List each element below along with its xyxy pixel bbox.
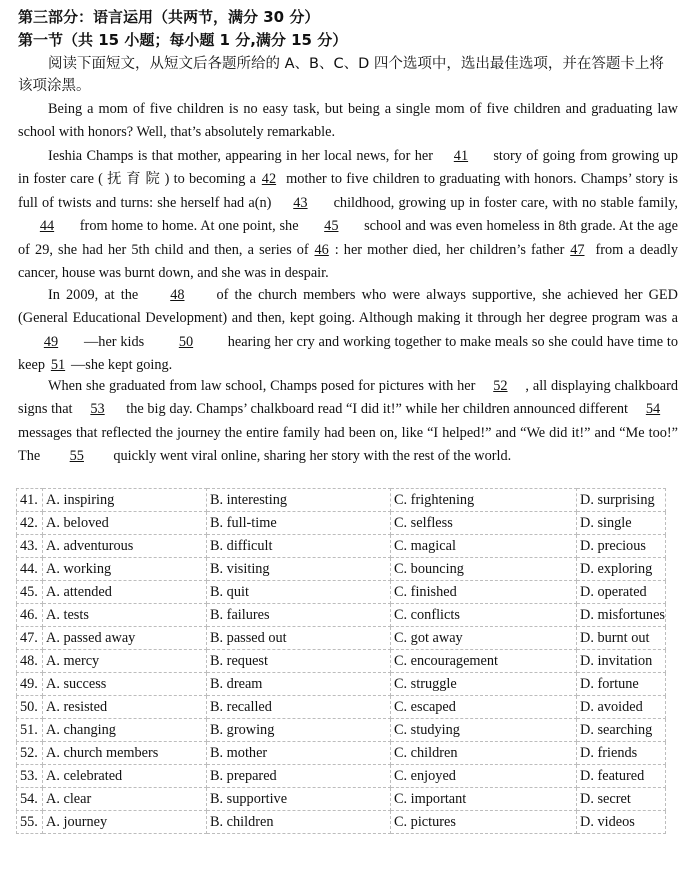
- option-d[interactable]: D. surprising: [577, 489, 666, 512]
- option-row: [17, 558, 666, 581]
- option-row: [17, 742, 666, 765]
- passage-text-segment: of the church members who were always supportive, she achieved her GED (General Educational Development) and then, kept going. Although making it through her degree program was a: [18, 287, 678, 327]
- option-d[interactable]: D. precious: [577, 535, 666, 558]
- option-d[interactable]: D. avoided: [577, 696, 666, 719]
- option-a[interactable]: A. clear: [43, 788, 207, 811]
- option-b[interactable]: B. difficult: [207, 535, 391, 558]
- question-number: 48.: [17, 650, 43, 673]
- answer-blank-42[interactable]: 42: [261, 171, 277, 188]
- question-number: 49.: [17, 673, 43, 696]
- option-row: [17, 811, 666, 834]
- option-c[interactable]: C. pictures: [391, 811, 577, 834]
- passage-text-segment: hearing her cry and working together to make meals so she could have time to keep: [18, 333, 678, 374]
- option-row: [17, 788, 666, 811]
- answer-blank-47[interactable]: 47: [570, 241, 585, 258]
- section-part-heading: 第三部分：语言运用（共两节，满分 30 分）: [18, 8, 320, 26]
- passage-text-segment: from a deadly cancer, house was burnt down, and she was in despair.: [18, 241, 679, 282]
- option-d[interactable]: D. videos: [577, 811, 666, 834]
- passage-text-segment: : her mother died, her children’s father: [334, 241, 565, 258]
- option-d[interactable]: D. searching: [577, 719, 666, 742]
- option-c[interactable]: C. children: [391, 742, 577, 765]
- question-number: 54.: [17, 788, 43, 811]
- answer-blank-50[interactable]: 50: [178, 333, 194, 350]
- option-row: [17, 719, 666, 742]
- answer-blank-43[interactable]: 43: [293, 194, 308, 211]
- option-a[interactable]: A. tests: [43, 604, 207, 627]
- passage-text-segment: , all displaying chalkboard signs that: [18, 378, 678, 418]
- option-b[interactable]: B. recalled: [207, 696, 391, 719]
- option-d[interactable]: D. single: [577, 512, 666, 535]
- option-c[interactable]: C. struggle: [391, 673, 577, 696]
- passage-text-segment: messages that reflected the journey the entire family had been on, like “I helped!” and “We did it!” and “Me too!” The: [18, 424, 678, 465]
- option-a[interactable]: A. journey: [43, 811, 207, 834]
- passage-text-segment: quickly went viral online, sharing her story with the rest of the world.: [109, 448, 512, 465]
- option-c[interactable]: C. escaped: [391, 696, 577, 719]
- question-number: 41.: [17, 489, 43, 512]
- question-number: 46.: [17, 604, 43, 627]
- passage-text-segment: story of going from growing up in foster care ( 抚 育 院 ) to becoming a: [18, 148, 678, 188]
- option-d[interactable]: D. misfortunes: [577, 604, 666, 627]
- answer-blank-41[interactable]: 41: [453, 148, 469, 164]
- passage-text-segment: In 2009, at the: [48, 287, 145, 303]
- option-a[interactable]: A. success: [43, 673, 207, 696]
- option-row: [17, 512, 666, 535]
- option-d[interactable]: D. friends: [577, 742, 666, 765]
- answer-blank-51[interactable]: 51: [50, 357, 66, 374]
- option-d[interactable]: D. burnt out: [577, 627, 666, 650]
- option-row: [17, 673, 666, 696]
- option-c[interactable]: C. studying: [391, 719, 577, 742]
- option-a[interactable]: A. beloved: [43, 512, 207, 535]
- question-number: 47.: [17, 627, 43, 650]
- answer-blank-54[interactable]: 54: [645, 401, 661, 418]
- option-a[interactable]: A. working: [43, 558, 207, 581]
- option-c[interactable]: C. selfless: [391, 512, 577, 535]
- question-number: 51.: [17, 719, 43, 742]
- option-c[interactable]: C. encouragement: [391, 650, 577, 673]
- passage-text-segment: childhood, growing up in foster care, with no stable family,: [329, 194, 678, 211]
- question-number: 44.: [17, 558, 43, 581]
- options-table: [16, 488, 666, 834]
- option-a[interactable]: A. mercy: [43, 650, 207, 673]
- option-a[interactable]: A. church members: [43, 742, 207, 765]
- answer-blank-53[interactable]: 53: [90, 401, 105, 418]
- passage-text-segment: —her kids: [84, 333, 148, 350]
- option-a[interactable]: A. celebrated: [43, 765, 207, 788]
- passage-text-segment: from home to home. At one point, she: [76, 218, 303, 235]
- option-d[interactable]: D. operated: [577, 581, 666, 604]
- passage-paragraph-1: Being a mom of five children is no easy task, but being a single mom of five children and graduating law school with honors? Well, that’s absolutely remarkable.: [18, 101, 678, 141]
- option-d[interactable]: D. secret: [577, 788, 666, 811]
- option-row: [17, 604, 666, 627]
- passage-paragraph-4: [18, 375, 678, 469]
- option-a[interactable]: A. passed away: [43, 627, 207, 650]
- option-b[interactable]: B. interesting: [207, 489, 391, 512]
- question-number: 53.: [17, 765, 43, 788]
- option-c[interactable]: C. magical: [391, 535, 577, 558]
- option-row: [17, 581, 666, 604]
- option-c[interactable]: C. important: [391, 788, 577, 811]
- question-number: 43.: [17, 535, 43, 558]
- option-c[interactable]: C. got away: [391, 627, 577, 650]
- instruction-text: 阅读下面短文，从短文后各题所给的 A、B、C、D 四个选项中，选出最佳选项，并在答题卡上将该项涂黑。: [18, 56, 664, 94]
- option-b[interactable]: B. mother: [207, 742, 391, 765]
- option-a[interactable]: A. attended: [43, 581, 207, 604]
- option-b[interactable]: B. children: [207, 811, 391, 834]
- answer-blank-52[interactable]: 52: [493, 378, 508, 394]
- question-number: 50.: [17, 696, 43, 719]
- option-b[interactable]: B. request: [207, 650, 391, 673]
- option-b[interactable]: B. prepared: [207, 765, 391, 788]
- option-c[interactable]: C. conflicts: [391, 604, 577, 627]
- answer-blank-55[interactable]: 55: [69, 448, 84, 465]
- option-b[interactable]: B. quit: [207, 581, 391, 604]
- option-row: [17, 696, 666, 719]
- question-number: 52.: [17, 742, 43, 765]
- option-d[interactable]: D. exploring: [577, 558, 666, 581]
- option-c[interactable]: C. frightening: [391, 489, 577, 512]
- option-b[interactable]: B. failures: [207, 604, 391, 627]
- answer-blank-44[interactable]: 44: [39, 218, 55, 235]
- option-row: [17, 535, 666, 558]
- option-d[interactable]: D. featured: [577, 765, 666, 788]
- passage-paragraph-3: [18, 284, 678, 378]
- question-number: 45.: [17, 581, 43, 604]
- option-row: [17, 627, 666, 650]
- passage-text-segment: school and was even homeless in 8th grade. At the age of 29, she had her 5th child and then, a series of: [18, 218, 678, 258]
- option-b[interactable]: B. growing: [207, 719, 391, 742]
- option-b[interactable]: B. visiting: [207, 558, 391, 581]
- option-b[interactable]: B. supportive: [207, 788, 391, 811]
- option-b[interactable]: B. full-time: [207, 512, 391, 535]
- option-a[interactable]: A. inspiring: [43, 489, 207, 512]
- passage-text-segment: Ieshia Champs is that mother, appearing in her local news, for her: [48, 148, 433, 164]
- option-b[interactable]: B. dream: [207, 673, 391, 696]
- option-a[interactable]: A. adventurous: [43, 535, 207, 558]
- option-a[interactable]: A. resisted: [43, 696, 207, 719]
- passage-text-segment: When she graduated from law school, Champs posed for pictures with her: [48, 378, 476, 394]
- section-one-heading: 第一节（共 15 小题；每小题 1 分,满分 15 分）: [18, 31, 348, 49]
- option-c[interactable]: C. enjoyed: [391, 765, 577, 788]
- answer-blank-49[interactable]: 49: [43, 333, 59, 350]
- option-b[interactable]: B. passed out: [207, 627, 391, 650]
- option-c[interactable]: C. bouncing: [391, 558, 577, 581]
- passage-text-segment: mother to five children to graduating with honors. Champs’ story is full of twists and turns: she herself had a(n): [18, 171, 678, 211]
- option-c[interactable]: C. finished: [391, 581, 577, 604]
- answer-blank-45[interactable]: 45: [324, 218, 339, 235]
- option-d[interactable]: D. fortune: [577, 673, 666, 696]
- passage-paragraph-2: [18, 145, 678, 285]
- option-d[interactable]: D. invitation: [577, 650, 666, 673]
- option-row: [17, 489, 666, 512]
- question-number: 42.: [17, 512, 43, 535]
- option-row: [17, 765, 666, 788]
- option-row: [17, 650, 666, 673]
- option-a[interactable]: A. changing: [43, 719, 207, 742]
- question-number: 55.: [17, 811, 43, 834]
- answer-blank-46[interactable]: 46: [314, 241, 329, 258]
- passage-text-segment: —she kept going.: [71, 357, 173, 374]
- passage-text-segment: the big day. Champs’ chalkboard read “I did it!” while her children announced different: [122, 401, 628, 418]
- answer-blank-48[interactable]: 48: [170, 287, 185, 303]
